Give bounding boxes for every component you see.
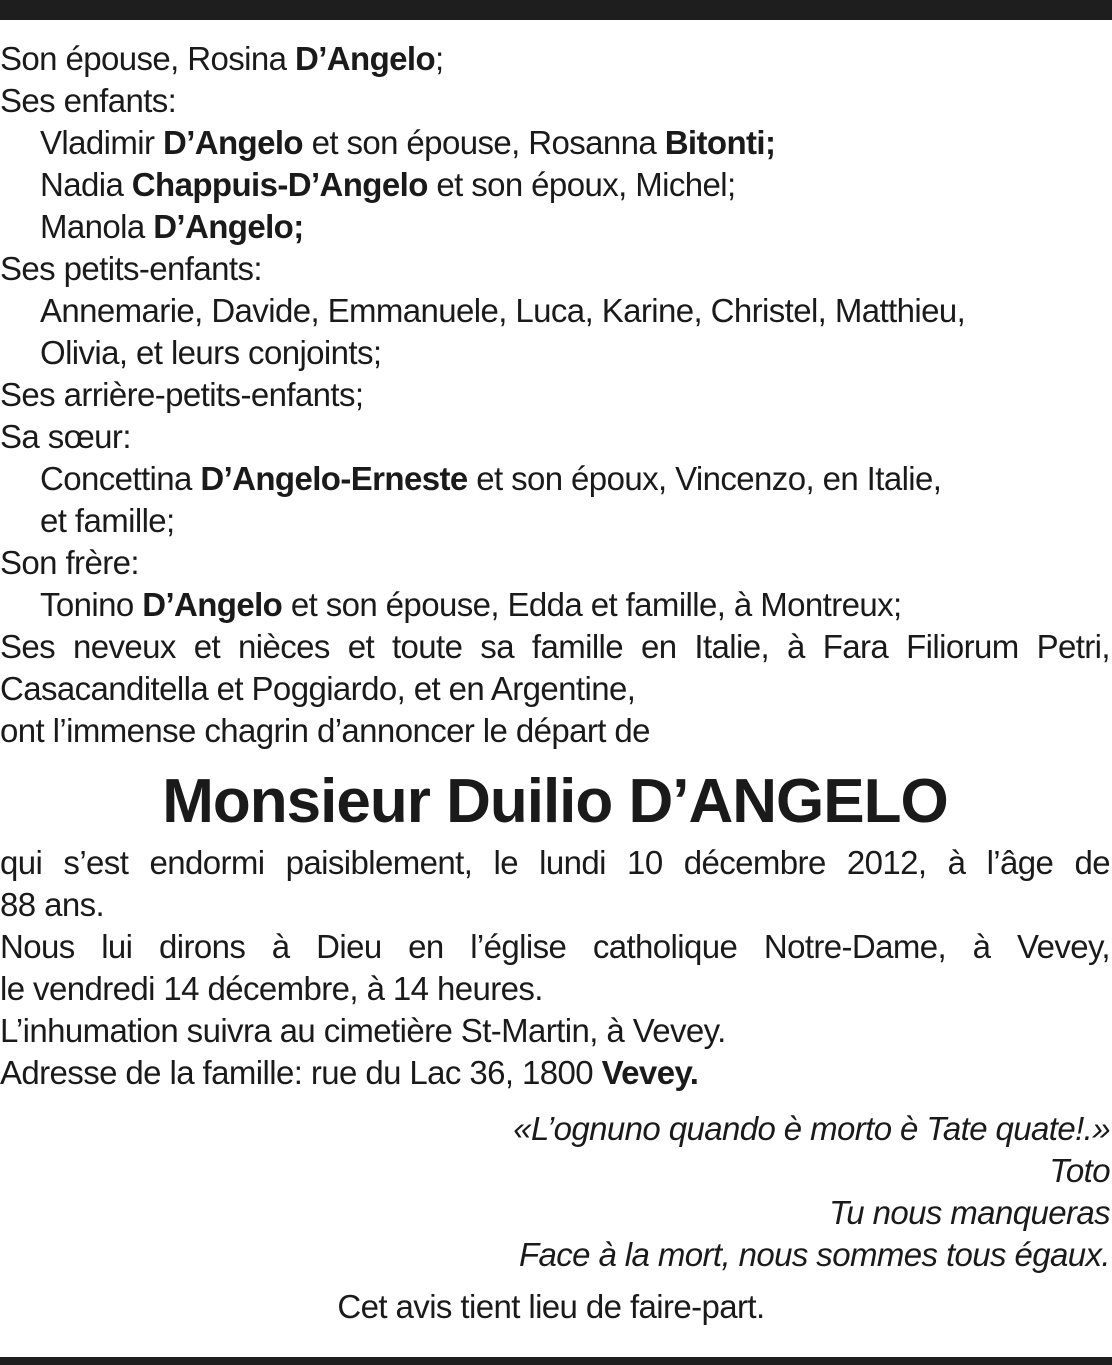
spouse-surname: D’Angelo xyxy=(294,40,436,77)
quote-line: «L’ognuno quando è morto è Tate quate!.» xyxy=(513,1110,1110,1147)
brother-surname: D’Angelo xyxy=(142,586,283,623)
child-spouse-surname: Bitonti; xyxy=(664,124,776,161)
family-address xyxy=(0,1052,1110,1094)
relatives-line-cont: Casacanditella et Poggiardo, et en Argentine, xyxy=(0,670,636,707)
quotes-block xyxy=(0,1108,1110,1276)
child-line xyxy=(0,206,1110,248)
brother-spouse: et son épouse, Edda et famille, à Montreux; xyxy=(282,586,902,623)
quote-line: Face à la mort, nous sommes tous égaux. xyxy=(518,1236,1110,1273)
brother-name: Tonino xyxy=(40,586,143,623)
obituary-notice xyxy=(0,38,1110,1328)
quote-author: Toto xyxy=(1049,1152,1110,1189)
child-line xyxy=(0,122,1110,164)
relatives-line: Ses neveux et nièces et toute sa famille en Italie, à Fara Filiorum Petri, xyxy=(0,628,1110,665)
top-rule xyxy=(0,0,1112,20)
child-name: Vladimir xyxy=(40,124,163,161)
spouse-line xyxy=(0,38,1110,80)
closing-note: Cet avis tient lieu de faire-part. xyxy=(337,1288,765,1325)
announcement-line: ont l’immense chagrin d’annoncer le départ de xyxy=(0,712,650,749)
grandchildren-names: Annemarie, Davide, Emmanuele, Luca, Karine, Christel, Matthieu, xyxy=(40,292,966,329)
child-surname: Chappuis-D’Angelo xyxy=(131,166,428,203)
death-details: qui s’est endormi paisiblement, le lundi 10 décembre 2012, à l’âge de xyxy=(0,844,1110,881)
death-details-cont: 88 ans. xyxy=(0,886,105,923)
child-name: Nadia xyxy=(40,166,132,203)
child-spouse: et son épouse, Rosanna xyxy=(303,124,665,161)
spouse-prefix: Son épouse, Rosina xyxy=(0,40,295,77)
sister-line-cont: et famille; xyxy=(40,502,175,539)
grandchildren-names-cont: Olivia, et leurs conjoints; xyxy=(40,334,382,371)
sister-name: Concettina xyxy=(40,460,201,497)
child-surname: D’Angelo; xyxy=(153,208,304,245)
address-text: Adresse de la famille: rue du Lac 36, 1800 xyxy=(0,1054,602,1091)
great-grandchildren-line: Ses arrière-petits-enfants; xyxy=(0,376,364,413)
sister-surname: D’Angelo-Erneste xyxy=(200,460,468,497)
sister-heading: Sa sœur: xyxy=(0,418,131,455)
grandchildren-heading: Ses petits-enfants: xyxy=(0,250,262,287)
service-details: Nous lui dirons à Dieu en l’église catholique Notre-Dame, à Vevey, xyxy=(0,928,1110,965)
sister-line xyxy=(0,458,1110,500)
spouse-suffix: ; xyxy=(435,40,444,77)
address-city: Vevey. xyxy=(601,1054,699,1091)
child-name: Manola xyxy=(40,208,154,245)
bottom-rule xyxy=(0,1357,1112,1365)
sister-spouse: et son époux, Vincenzo, en Italie, xyxy=(467,460,942,497)
brother-heading: Son frère: xyxy=(0,544,139,581)
child-surname: D’Angelo xyxy=(162,124,303,161)
brother-line xyxy=(0,584,1110,626)
child-spouse: et son époux, Michel; xyxy=(427,166,736,203)
service-details-cont: le vendredi 14 décembre, à 14 heures. xyxy=(0,970,543,1007)
child-line xyxy=(0,164,1110,206)
children-heading: Ses enfants: xyxy=(0,82,177,119)
burial-details: L’inhumation suivra au cimetière St-Martin, à Vevey. xyxy=(0,1012,726,1049)
deceased-name: Monsieur Duilio D’ANGELO xyxy=(162,767,948,836)
quote-line: Tu nous manqueras xyxy=(829,1194,1110,1231)
